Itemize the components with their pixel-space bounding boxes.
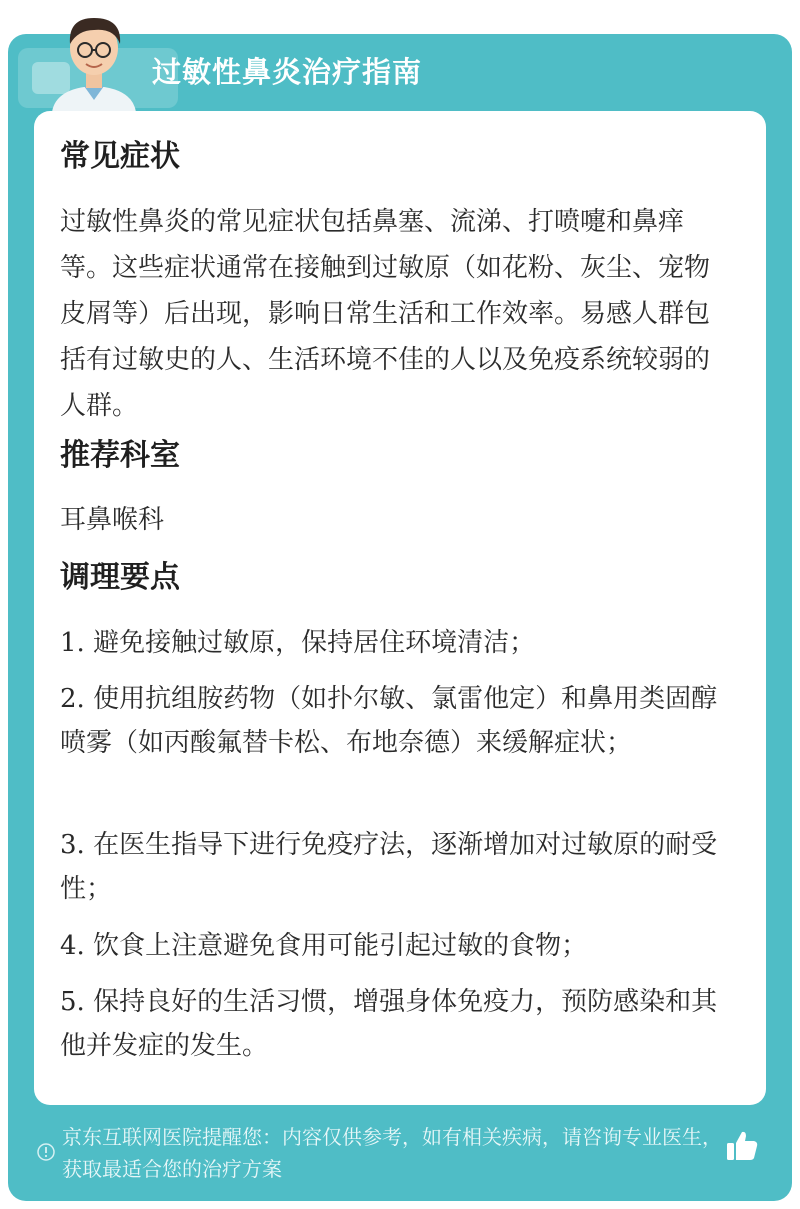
symptoms-text: 过敏性鼻炎的常见症状包括鼻塞、流涕、打喷嚏和鼻痒等。这些症状通常在接触到过敏原（如花粉、灰尘、宠物皮屑等）后出现，影响日常生活和工作效率。易感人群包括有过敏史的人、生活环境不佳的人以及免疫系统较弱的人群。: [60, 207, 711, 421]
list-item-number: 1.: [60, 628, 85, 658]
list-item-text: 在医生指导下进行免疫疗法，逐渐增加对过敏原的耐受性；: [60, 830, 718, 904]
info-icon: [36, 1142, 56, 1162]
thumbs-up-icon[interactable]: [724, 1128, 760, 1164]
list-item: [60, 823, 730, 911]
list-item-text: 饮食上注意避免食用可能引起过敏的食物；: [93, 931, 588, 961]
section-title-care: 调理要点: [60, 560, 180, 595]
list-item-text: 保持良好的生活习惯，增强身体免疫力，预防感染和其他并发症的发生。: [60, 987, 718, 1061]
list-item-number: 2.: [60, 684, 85, 714]
doctor-avatar: [44, 8, 144, 112]
list-item-number: 5.: [60, 987, 85, 1017]
list-item-number: 4.: [60, 931, 85, 961]
list-item: [60, 980, 730, 1068]
page-title: 过敏性鼻炎治疗指南: [152, 55, 423, 89]
footer-notice: 京东互联网医院提醒您：内容仅供参考，如有相关疾病，请咨询专业医生，获取最适合您的治疗方案: [62, 1125, 722, 1181]
list-item-text: 使用抗组胺药物（如扑尔敏、氯雷他定）和鼻用类固醇喷雾（如丙酸氟替卡松、布地奈德）来缓解症状；: [60, 684, 718, 758]
department-text: 耳鼻喉科: [60, 505, 165, 535]
section-title-symptoms: 常见症状: [60, 139, 180, 174]
list-item: [60, 924, 730, 968]
list-item-number: 3.: [60, 830, 85, 860]
list-item: [60, 677, 730, 765]
section-title-department: 推荐科室: [60, 438, 180, 473]
list-item-text: 避免接触过敏原，保持居住环境清洁；: [93, 628, 536, 658]
list-item: [60, 621, 730, 665]
content-card: [34, 111, 766, 1105]
